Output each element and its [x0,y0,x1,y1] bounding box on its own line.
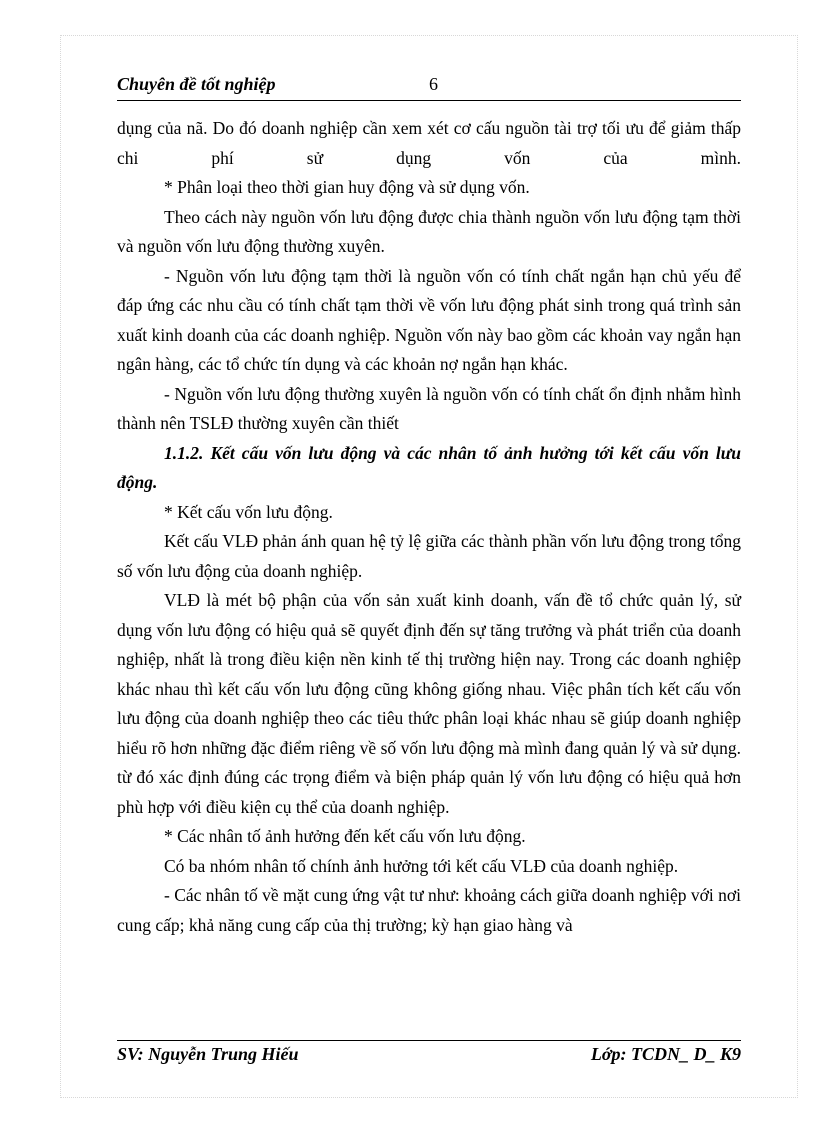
footer-class: Lớp: TCDN_ D_ K9 [590,1044,741,1064]
paragraph: * Kết cấu vốn lưu động. [164,501,333,522]
document-body [117,114,741,940]
paragraph: * Các nhân tố ảnh hưởng đến kết cấu vốn lưu động. [164,826,526,846]
page-header [117,74,741,101]
paragraph: * Phân loại theo thời gian huy động và sử dụng vốn. [164,177,530,197]
page-number: 6 [429,74,438,94]
page-footer [117,1040,741,1069]
paragraph: - Nguồn vốn lưu động tạm thời là nguồn vốn có tính chất ngắn hạn chủ yếu để đáp ứng các nhu cầu có tính chất tạm thời về vốn lưu động phát sinh trong quá trình sản xuất kinh doanh của các doanh nghiệp. Nguồn vốn này bao gồm các khoản vay ngắn hạn ngân hàng, các tổ chức tín dụng và các khoản nợ ngắn hạn khác. [117,265,741,374]
paragraph: VLĐ là mét bộ phận của vốn sản xuất kinh doanh, vấn đề tổ chức quản lý, sử dụng vốn lưu động có hiệu quả sẽ quyết định đến sự tăng trưởng và phát triển của doanh nghiệp, nhất là trong điều kiện nền kinh tế thị trường hiện nay. Trong các doanh nghiệp khác nhau thì kết cấu vốn lưu động cũng không giống nhau. Việc phân tích kết cấu vốn lưu động của doanh nghiệp theo các tiêu thức phân loại khác nhau sẽ giúp doanh nghiệp hiểu rõ hơn những đặc điểm riêng về số vốn lưu động mà mình đang quản lý và sử dụng. từ đó xác định đúng các trọng điểm và biện pháp quản lý vốn lưu động có hiệu quả hơn phù hợp với điều kiện cụ thể của doanh nghiệp. [117,590,741,817]
paragraph: Kết cấu VLĐ phản ánh quan hệ tỷ lệ giữa các thành phần vốn lưu động trong tổng số vốn lưu động của doanh nghiệp. [117,531,741,581]
paragraph: - Các nhân tố về mặt cung ứng vật tư như: khoảng cách giữa doanh nghiệp với nơi cung cấp; khả năng cung cấp của thị trường; kỳ hạn giao hàng và [117,885,741,935]
footer-student: SV: Nguyễn Trung Hiếu [117,1044,299,1064]
section-heading: 1.1.2. Kết cấu vốn lưu động và các nhân tố ảnh hưởng tới kết cấu vốn lưu động. [117,442,741,492]
header-title: Chuyên đề tốt nghiệp [117,74,276,94]
paragraph: Theo cách này nguồn vốn lưu động được chia thành nguồn vốn lưu động tạm thời và nguồn vốn lưu động thường xuyên. [117,206,741,256]
paragraph: dụng của nã. Do đó doanh nghiệp cần xem xét cơ cấu nguồn tài trợ tối ưu để giảm thấp chi phí sử dụng vốn của mình. [117,118,741,168]
paragraph: Có ba nhóm nhân tố chính ảnh hưởng tới kết cấu VLĐ của doanh nghiệp. [164,855,679,876]
paragraph: - Nguồn vốn lưu động thường xuyên là nguồn vốn có tính chất ổn định nhằm hình thành nên TSLĐ thường xuyên cần thiết [117,383,741,433]
